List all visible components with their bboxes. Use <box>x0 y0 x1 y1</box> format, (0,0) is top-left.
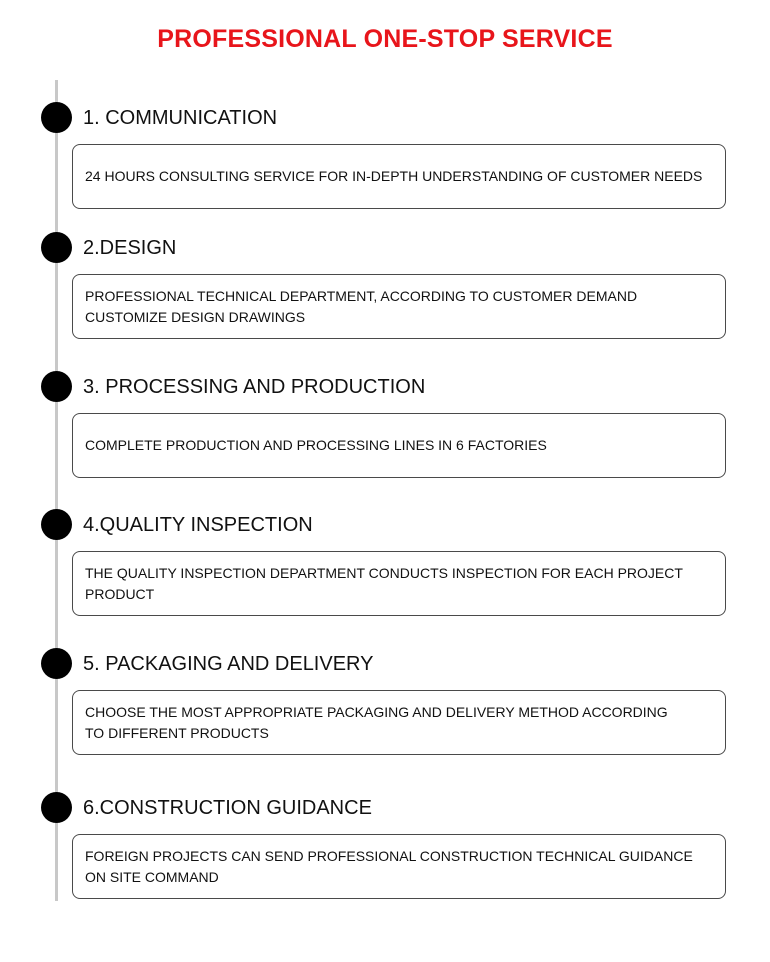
step-description-box <box>72 144 726 209</box>
timeline-dot-icon <box>41 232 72 263</box>
timeline-dot-icon <box>41 648 72 679</box>
timeline-line <box>55 80 58 901</box>
timeline-dot-icon <box>41 371 72 402</box>
step-title: 2.DESIGN <box>83 237 177 259</box>
step-description-box <box>72 551 726 616</box>
step-description: CHOOSE THE MOST APPROPRIATE PACKAGING AND DELIVERY METHOD ACCORDING TO DIFFERENT PRODUCTS <box>85 703 668 741</box>
step-title: 6.CONSTRUCTION GUIDANCE <box>83 797 372 819</box>
step-description-box <box>72 413 726 478</box>
step-description: THE QUALITY INSPECTION DEPARTMENT CONDUCTS INSPECTION FOR EACH PROJECT PRODUCT <box>85 564 683 602</box>
step-title: 3. PROCESSING AND PRODUCTION <box>83 376 426 398</box>
step-description-box <box>72 274 726 339</box>
timeline-dot-icon <box>41 509 72 540</box>
step-description: 24 HOURS CONSULTING SERVICE FOR IN-DEPTH UNDERSTANDING OF CUSTOMER NEEDS <box>85 168 703 184</box>
step-description: PROFESSIONAL TECHNICAL DEPARTMENT, ACCORDING TO CUSTOMER DEMAND CUSTOMIZE DESIGN DRAWINGS <box>85 287 638 325</box>
step-title: 1. COMMUNICATION <box>83 107 278 129</box>
step-description-box <box>72 690 726 755</box>
timeline-dot-icon <box>41 102 72 133</box>
step-description-box <box>72 834 726 899</box>
step-description: FOREIGN PROJECTS CAN SEND PROFESSIONAL CONSTRUCTION TECHNICAL GUIDANCE ON SITE COMMAND <box>85 847 693 885</box>
timeline-dot-icon <box>41 792 72 823</box>
step-title: 4.QUALITY INSPECTION <box>83 514 313 536</box>
step-description: COMPLETE PRODUCTION AND PROCESSING LINES IN 6 FACTORIES <box>85 437 547 453</box>
step-title: 5. PACKAGING AND DELIVERY <box>83 653 374 675</box>
page-title: PROFESSIONAL ONE-STOP SERVICE <box>157 25 613 53</box>
